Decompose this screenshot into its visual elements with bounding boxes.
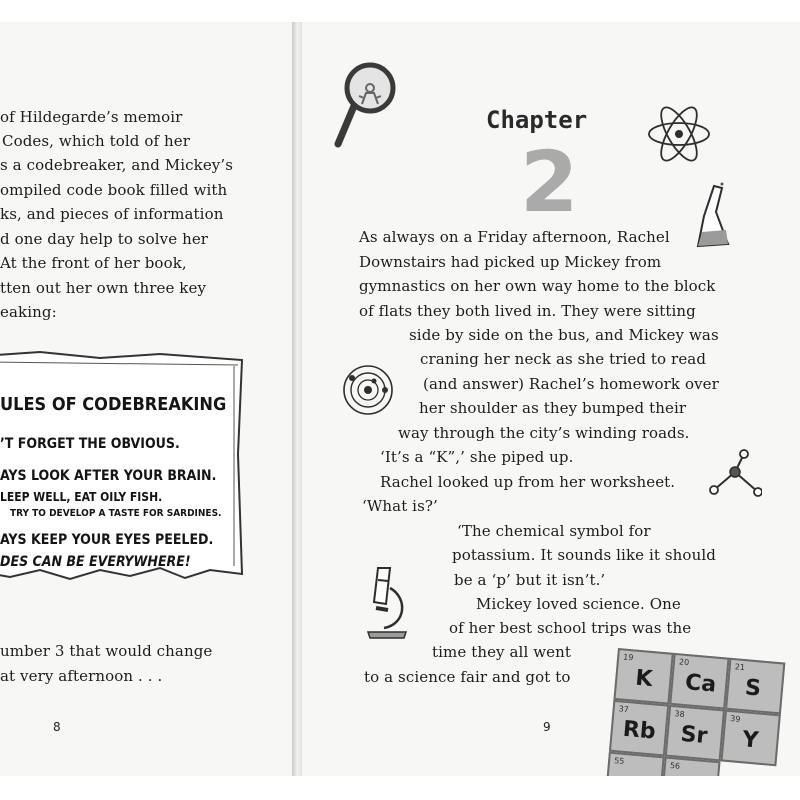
text-line: her shoulder as they bumped their xyxy=(419,399,687,417)
text-line: gymnastics on her own way home to the block xyxy=(359,277,716,295)
element-symbol: Sr xyxy=(679,721,709,750)
flask-icon xyxy=(692,182,738,258)
text-line: way through the city’s winding roads. xyxy=(398,424,690,442)
text-line: ‘What is?’ xyxy=(362,497,438,515)
text-line: (and answer) Rachel’s homework over xyxy=(423,375,719,393)
text-line: ‘The chemical symbol for xyxy=(457,522,651,540)
periodic-cell xyxy=(725,658,785,715)
periodic-cell xyxy=(604,752,664,776)
page-number: 8 xyxy=(53,720,61,734)
periodic-cell xyxy=(721,710,781,767)
text-line: at very afternoon . . . xyxy=(0,667,163,685)
element-symbol: Y xyxy=(741,727,760,754)
text-line: be a ‘p’ but it isn’t.’ xyxy=(454,571,606,589)
magnifying-glass-icon xyxy=(332,62,402,172)
element-symbol: S xyxy=(743,675,762,702)
text-line: umber 3 that would change xyxy=(0,642,213,660)
rule-1: ’T FORGET THE OBVIOUS. xyxy=(0,436,180,452)
text-line: potassium. It sounds like it should xyxy=(452,546,716,564)
element-symbol: Rb xyxy=(621,716,657,745)
page-number: 9 xyxy=(543,720,551,734)
text-line: As always on a Friday afternoon, Rachel xyxy=(359,228,670,246)
left-page xyxy=(0,22,297,776)
text-line: Downstairs had picked up Mickey from xyxy=(359,253,662,271)
periodic-cell xyxy=(613,648,673,705)
text-line: s a codebreaker, and Mickey’s xyxy=(0,156,234,174)
rule-2: AYS LOOK AFTER YOUR BRAIN. xyxy=(0,468,217,484)
text-line: side by side on the bus, and Mickey was xyxy=(409,326,719,344)
text-line: of Hildegarde’s memoir xyxy=(0,108,183,126)
right-page xyxy=(302,22,800,776)
atom-icon xyxy=(646,102,712,166)
text-line: At the front of her book, xyxy=(0,254,187,272)
molecule-icon xyxy=(708,448,762,502)
rule-2-detail: TRY TO DEVELOP A TASTE FOR SARDINES. xyxy=(10,508,222,519)
atomic-number: 20 xyxy=(678,657,690,668)
rules-of-codebreaking-box xyxy=(0,334,244,582)
atomic-number: 21 xyxy=(734,662,746,673)
solar-system-icon xyxy=(342,364,394,416)
text-line: ‘It’s a “K”,’ she piped up. xyxy=(380,448,574,466)
text-line: eaking: xyxy=(0,303,57,321)
text-line: Mickey loved science. One xyxy=(476,595,681,613)
atomic-number: 38 xyxy=(674,709,686,720)
rule-3: AYS KEEP YOUR EYES PEELED. xyxy=(0,532,214,548)
text-line: Codes, which told of her xyxy=(2,132,191,150)
atomic-number: 55 xyxy=(613,756,625,766)
element-symbol: K xyxy=(634,665,654,693)
text-line: Rachel looked up from her worksheet. xyxy=(380,473,676,491)
microscope-icon xyxy=(360,564,412,640)
text-line: of flats they both lived in. They were sitting xyxy=(359,302,696,320)
rules-title: ULES OF CODEBREAKING xyxy=(0,394,227,415)
text-line: of her best school trips was the xyxy=(449,619,692,637)
atomic-number: 39 xyxy=(729,714,741,724)
text-line: d one day help to solve her xyxy=(0,230,209,248)
periodic-cell xyxy=(609,700,669,757)
text-line: time they all went xyxy=(432,643,572,661)
atomic-number: 37 xyxy=(618,704,630,715)
atomic-number: 56 xyxy=(669,760,681,771)
periodic-cell xyxy=(665,705,725,762)
text-line: tten out her own three key xyxy=(0,279,207,297)
rule-2-detail: LEEP WELL, EAT OILY FISH. xyxy=(0,490,163,504)
chapter-label: Chapter xyxy=(486,106,588,134)
rule-3-detail: DES CAN BE EVERYWHERE! xyxy=(0,554,191,570)
text-line: ompiled code book filled with xyxy=(0,181,228,199)
element-symbol: Ca xyxy=(684,670,718,698)
atomic-number: 19 xyxy=(622,652,634,663)
chapter-number: 2 xyxy=(520,133,579,231)
text-line: ks, and pieces of information xyxy=(0,205,224,223)
text-line: craning her neck as she tried to read xyxy=(420,350,707,368)
periodic-cell xyxy=(669,653,729,710)
text-line: to a science fair and got to xyxy=(364,668,571,686)
